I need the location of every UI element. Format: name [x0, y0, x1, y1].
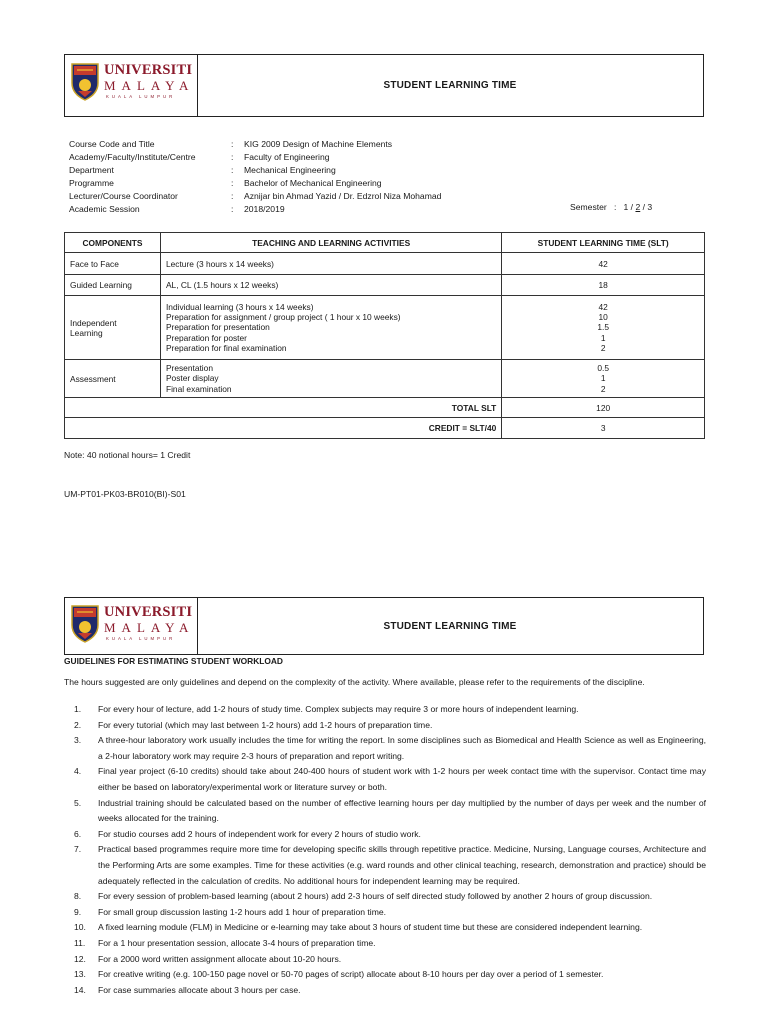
page1-header	[64, 54, 704, 117]
activity-line: Preparation for poster	[165, 332, 247, 343]
crest-icon	[69, 61, 101, 101]
activity-cell: AL, CL (1.5 hours x 12 weeks)	[160, 275, 501, 296]
item-text: For every session of problem-based learning (about 2 hours) add 2-3 hours of self directed study followed by another 2 hours of group discussion.	[98, 891, 653, 902]
info-value: Faculty of Engineering	[244, 152, 330, 162]
page2-header	[64, 597, 704, 655]
table-row	[65, 275, 705, 296]
table-row	[65, 296, 705, 360]
activity-line: Presentation	[165, 363, 213, 374]
list-item	[64, 983, 706, 999]
total-row	[65, 398, 705, 418]
activity-line: Preparation for final examination	[165, 342, 287, 353]
item-text: For every hour of lecture, add 1-2 hours of study time. Complex subjects may require 3 or more hours of independent learning.	[98, 704, 579, 714]
slt-line: 2	[600, 342, 606, 353]
guidelines-intro: The hours suggested are only guidelines and depend on the complexity of the activity. Where available, please refer to the requirements of the discipline.	[64, 677, 645, 687]
logo-cell	[65, 598, 198, 654]
logo-line2: MALAYA	[104, 620, 195, 635]
total-label: TOTAL SLT	[65, 398, 502, 418]
info-label: Department	[69, 165, 114, 175]
crest-icon	[69, 603, 101, 643]
item-number: 7.	[74, 844, 82, 855]
item-text: For creative writing (e.g. 100-150 page novel or 50-70 pages of script) allocate about 8-10 hours per day over a period of 1 semester.	[98, 969, 604, 980]
list-item	[64, 842, 706, 889]
university-logo	[69, 603, 195, 649]
component-cell: Guided Learning	[65, 275, 161, 296]
component-cell: Assessment	[65, 360, 161, 398]
list-item	[64, 733, 706, 764]
list-item	[64, 827, 706, 843]
item-text: For small group discussion lasting 1-2 hours add 1 hour of preparation time.	[98, 906, 387, 917]
logo-line3: KUALA LUMPUR	[106, 636, 176, 641]
item-number: 4.	[74, 766, 82, 777]
info-value: Aznijar bin Ahmad Yazid / Dr. Edzrol Niza Mohamad	[244, 191, 442, 201]
list-item	[64, 905, 706, 921]
info-value: Mechanical Engineering	[244, 165, 336, 175]
info-label: Programme	[69, 178, 114, 188]
item-text: A fixed learning module (FLM) in Medicine or e-learning may take about 3 hours of student time but these are considered independent learning.	[98, 922, 643, 933]
slt-cell	[502, 296, 705, 360]
info-row	[69, 151, 709, 164]
credit-label: CREDIT = SLT/40	[65, 418, 502, 439]
item-number: 1.	[74, 704, 82, 714]
guidelines-heading: GUIDELINES FOR ESTIMATING STUDENT WORKLOAD	[64, 656, 283, 666]
item-text: Practical based programmes require more time for developing specific skills through repetitive practice. Medicine, Nursing, Language courses, Architecture and the Performing Arts are some examples. Time for these activities (e.g. ward rounds and other clinical teaching, research, demonstration and practice) should be adequately reflected in the calculation of credits. No additional hours for independent learning may be required.	[98, 844, 706, 886]
list-item	[64, 936, 706, 952]
table-row	[65, 360, 705, 398]
list-item	[64, 967, 706, 983]
semester-pre: 1 /	[623, 202, 634, 212]
item-text: For studio courses add 2 hours of independent work for every 2 hours of studio work.	[98, 828, 421, 839]
info-colon: :	[231, 204, 234, 214]
table-header-row	[65, 233, 705, 253]
slt-line: 0.5	[597, 363, 609, 374]
table-row	[65, 253, 705, 275]
slt-cell: 18	[502, 275, 705, 296]
list-item	[64, 718, 706, 734]
activity-line: Preparation for assignment / group project ( 1 hour x 10 weeks)	[165, 312, 401, 323]
page-title: STUDENT LEARNING TIME	[383, 620, 517, 632]
slt-cell	[502, 360, 705, 398]
semester-colon: :	[613, 202, 617, 212]
activity-cell	[160, 360, 501, 398]
slt-line: 10	[598, 312, 608, 323]
activity-line: Final examination	[165, 383, 232, 394]
item-text: For case summaries allocate about 3 hours per case.	[98, 984, 301, 995]
item-number: 5.	[74, 797, 82, 808]
list-item	[64, 920, 706, 936]
logo-line2: MALAYA	[104, 78, 195, 93]
list-item	[64, 952, 706, 968]
col-header-slt: STUDENT LEARNING TIME (SLT)	[502, 233, 705, 253]
component-cell	[65, 296, 161, 360]
item-text: For every tutorial (which may last between 1-2 hours) add 1-2 hours of preparation time.	[98, 719, 433, 730]
col-header-activities: TEACHING AND LEARNING ACTIVITIES	[160, 233, 501, 253]
semester-post: / 3	[642, 202, 653, 212]
list-item	[64, 796, 706, 827]
item-text: Industrial training should be calculated based on the number of effective learning hours per day multiplied by the number of days per week and the number of weeks allocated for the training.	[98, 797, 706, 824]
slt-table	[64, 232, 705, 439]
item-text: For a 1 hour presentation session, allocate 3-4 hours of preparation time.	[98, 937, 376, 948]
item-number: 6.	[74, 828, 82, 839]
activity-line: Preparation for presentation	[165, 322, 270, 333]
component-cell: Face to Face	[65, 253, 161, 275]
total-value: 120	[502, 398, 705, 418]
slt-line: 1	[600, 373, 606, 384]
credit-note: Note: 40 notional hours= 1 Credit	[64, 450, 191, 460]
slt-line: 1.5	[597, 322, 609, 333]
component-label: Independent Learning	[70, 317, 117, 338]
item-number: 3.	[74, 735, 82, 746]
col-header-components: COMPONENTS	[65, 233, 161, 253]
logo-cell	[65, 55, 198, 116]
credit-row	[65, 418, 705, 439]
item-number: 10.	[74, 922, 86, 933]
activity-cell: Lecture (3 hours x 14 weeks)	[160, 253, 501, 275]
activity-line: Individual learning (3 hours x 14 weeks)	[165, 301, 314, 312]
list-item	[64, 889, 706, 905]
item-text: A three-hour laboratory work usually includes the time for writing the report. In some disciplines such as Biomedical and Health Science as well as Engineering, a 2-hour laboratory work may require 2-3 hours of preparation and report writing.	[98, 735, 706, 761]
list-item	[64, 764, 706, 795]
item-text: For a 2000 word written assignment allocate about 10-20 hours.	[98, 953, 342, 964]
info-value: Bachelor of Mechanical Engineering	[244, 178, 382, 188]
item-number: 8.	[74, 891, 82, 902]
item-number: 13.	[74, 969, 86, 980]
document-code: UM-PT01-PK03-BR010(BI)-S01	[64, 489, 186, 499]
activity-line: Poster display	[165, 373, 219, 384]
list-item	[64, 702, 706, 718]
info-label: Lecturer/Course Coordinator	[69, 191, 178, 201]
info-colon: :	[231, 152, 234, 162]
info-colon: :	[231, 165, 234, 175]
university-logo	[69, 61, 195, 107]
page-title: STUDENT LEARNING TIME	[383, 80, 517, 91]
info-value: 2018/2019	[244, 204, 285, 214]
info-label: Academy/Faculty/Institute/Centre	[69, 152, 196, 162]
info-colon: :	[231, 178, 234, 188]
logo-line1: UNIVERSITI	[104, 604, 193, 620]
item-number: 9.	[74, 906, 82, 917]
activity-cell	[160, 296, 501, 360]
logo-line1: UNIVERSITI	[104, 62, 193, 78]
info-row	[69, 138, 709, 151]
semester-current: 2	[635, 202, 641, 212]
item-number: 14.	[74, 984, 86, 995]
slt-cell: 42	[502, 253, 705, 275]
guidelines-list	[64, 702, 706, 998]
slt-line: 42	[598, 301, 608, 312]
item-number: 11.	[74, 937, 86, 948]
credit-value: 3	[502, 418, 705, 439]
item-number: 12.	[74, 953, 86, 964]
info-colon: :	[231, 139, 234, 149]
semester-label: Semester	[570, 202, 607, 212]
slt-line: 2	[600, 383, 606, 394]
info-colon: :	[231, 191, 234, 201]
info-row	[69, 164, 709, 177]
info-label: Academic Session	[69, 204, 140, 214]
slt-line: 1	[600, 332, 606, 343]
info-row	[69, 177, 709, 190]
info-label: Course Code and Title	[69, 139, 155, 149]
semester-field	[570, 202, 652, 212]
item-number: 2.	[74, 719, 82, 730]
logo-line3: KUALA LUMPUR	[106, 94, 176, 99]
info-value: KIG 2009 Design of Machine Elements	[244, 139, 393, 149]
item-text: Final year project (6-10 credits) should take about 240-400 hours of student work with 1-2 hours per week contact time with the supervisor. Contact time may either be based on laboratory/experimental work or literature survey or both.	[98, 766, 706, 792]
